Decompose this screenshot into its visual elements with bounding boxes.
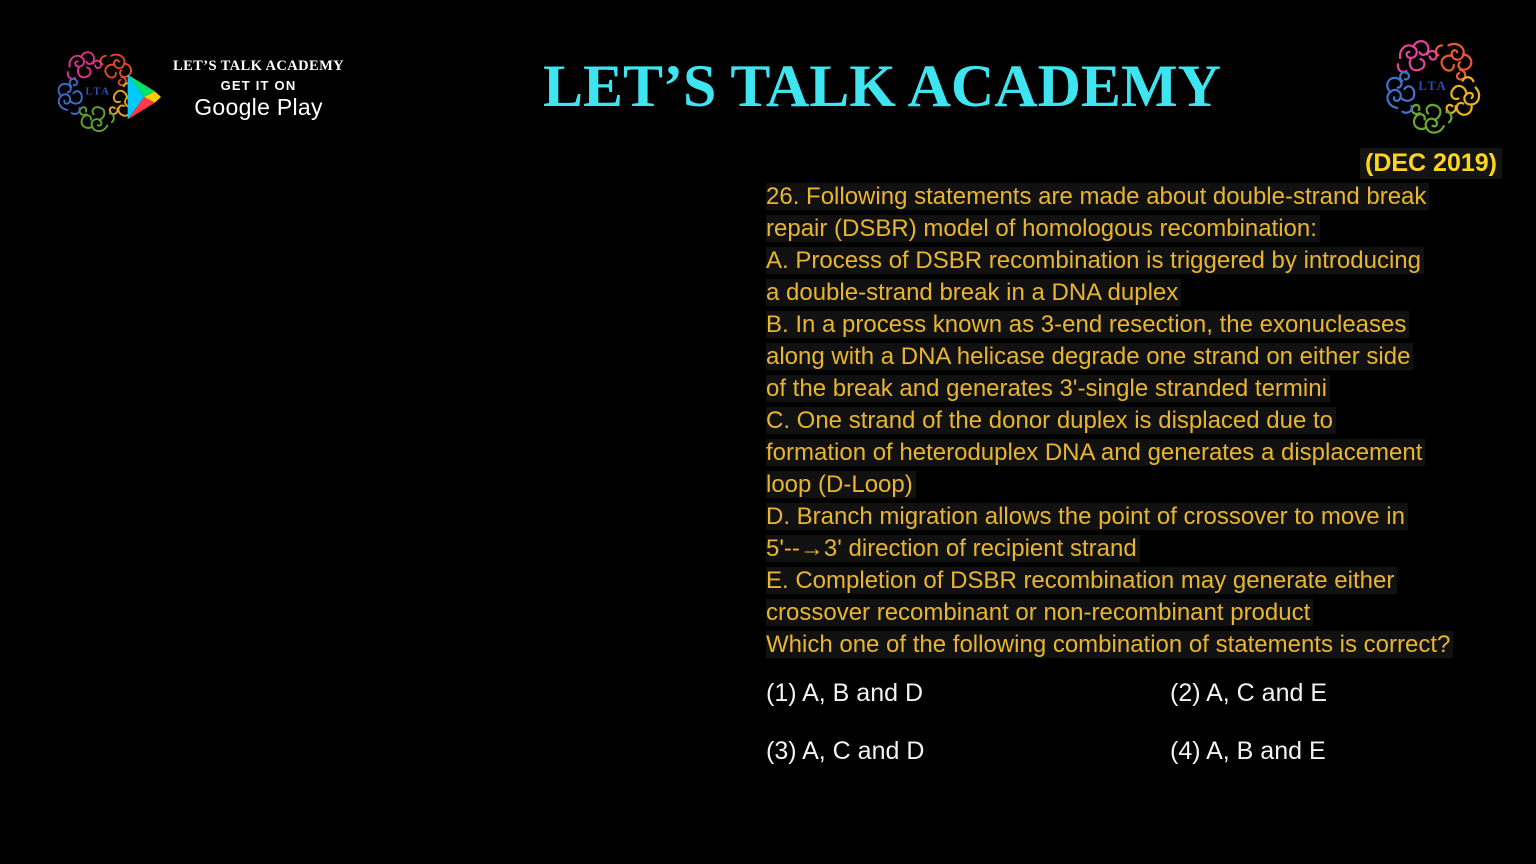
question-line: 26. Following statements are made about double-strand break bbox=[766, 181, 1518, 213]
lta-logo-icon bbox=[1382, 32, 1484, 138]
option-1[interactable]: (1) A, B and D bbox=[766, 679, 924, 707]
question-block bbox=[766, 181, 1518, 661]
google-play-badge-text bbox=[173, 58, 344, 121]
page-title: LET’S TALK ACADEMY bbox=[543, 53, 1221, 119]
question-line: 5'--→3' direction of recipient strand bbox=[766, 533, 1518, 565]
question-line: B. In a process known as 3-end resection, the exonucleases bbox=[766, 309, 1518, 341]
lta-monogram: LTA bbox=[1418, 79, 1448, 94]
question-line: loop (D-Loop) bbox=[766, 469, 1518, 501]
badge-academy-name: LET’S TALK ACADEMY bbox=[173, 58, 345, 74]
question-line: repair (DSBR) model of homologous recombination: bbox=[766, 213, 1518, 245]
question-line: along with a DNA helicase degrade one strand on either side bbox=[766, 341, 1518, 373]
question-line: formation of heteroduplex DNA and generates a displacement bbox=[766, 437, 1518, 469]
question-line: of the break and generates 3'-single stranded termini bbox=[766, 373, 1518, 405]
exam-date-badge: (DEC 2019) bbox=[1360, 148, 1502, 179]
question-line: C. One strand of the donor duplex is displaced due to bbox=[766, 405, 1518, 437]
option-4[interactable]: (4) A, B and E bbox=[1170, 737, 1326, 765]
google-play-icon bbox=[122, 72, 169, 122]
badge-get-it-on-label: GET IT ON bbox=[220, 78, 297, 93]
question-line: Which one of the following combination of statements is correct? bbox=[766, 629, 1518, 661]
badge-store-name: Google Play bbox=[194, 94, 323, 120]
question-line: E. Completion of DSBR recombination may generate either bbox=[766, 565, 1518, 597]
options-grid bbox=[766, 680, 1518, 764]
google-play-badge[interactable] bbox=[122, 58, 344, 122]
question-line: A. Process of DSBR recombination is triggered by introducing bbox=[766, 245, 1518, 277]
question-line: crossover recombinant or non-recombinant product bbox=[766, 597, 1518, 629]
lta-monogram: LTA bbox=[85, 86, 111, 98]
question-line: D. Branch migration allows the point of crossover to move in bbox=[766, 501, 1518, 533]
option-3[interactable]: (3) A, C and D bbox=[766, 737, 925, 765]
option-2[interactable]: (2) A, C and E bbox=[1170, 679, 1328, 707]
question-line: a double-strand break in a DNA duplex bbox=[766, 277, 1518, 309]
